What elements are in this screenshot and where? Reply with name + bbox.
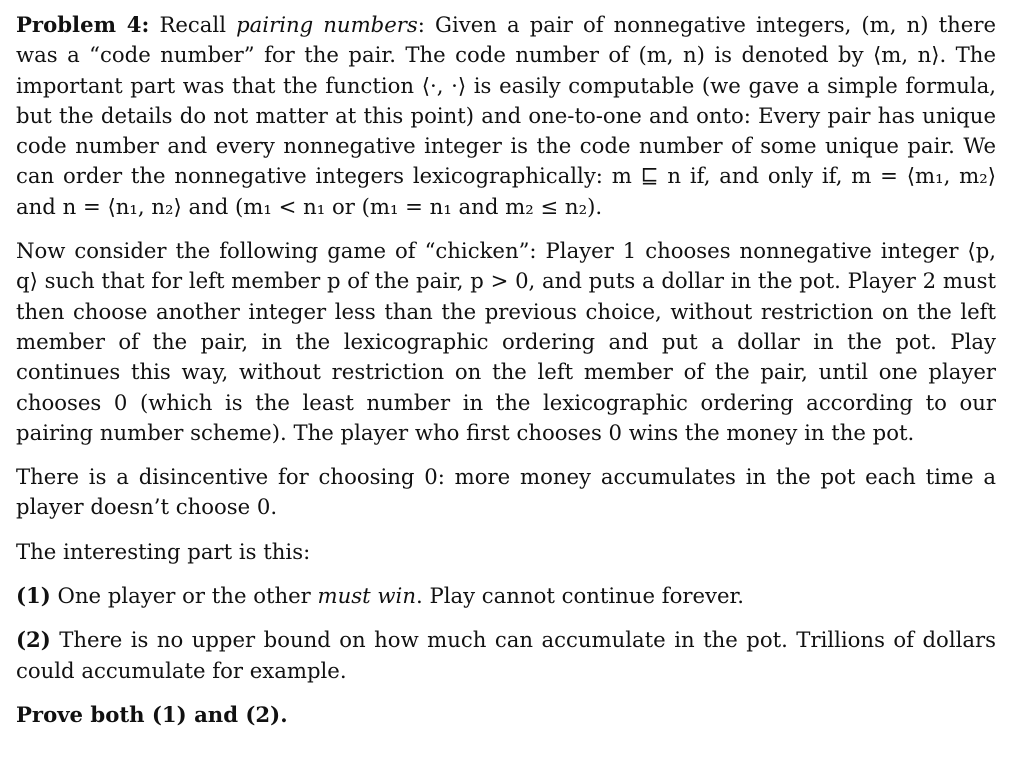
claim-1-text-after: . Play cannot continue forever. bbox=[415, 583, 745, 609]
claim-1 bbox=[16, 581, 996, 611]
interesting-part-line: The interesting part is this: bbox=[16, 538, 311, 564]
intro-text-1: Recall bbox=[159, 12, 237, 37]
problem-heading: Problem 4: bbox=[16, 12, 150, 37]
claim-2 bbox=[16, 625, 996, 686]
claim-1-text-before: One player or the other bbox=[50, 583, 318, 609]
problem-page bbox=[16, 10, 996, 730]
claim-1-emphasis: must win bbox=[317, 583, 416, 609]
claim-1-label: (1) bbox=[16, 583, 51, 609]
disincentive-paragraph: There is a disincentive for choosing 0: more money accumulates in the pot each time a player doesn’t choose 0. bbox=[16, 464, 996, 520]
intro-emphasis-pairing-numbers: pairing numbers bbox=[236, 12, 418, 37]
problem-intro-paragraph bbox=[16, 10, 996, 222]
claim-2-text: There is no upper bound on how much can accumulate in the pot. Trillions of dollars could accumulate for example. bbox=[16, 627, 996, 683]
prove-instruction: Prove both (1) and (2). bbox=[16, 701, 288, 727]
game-description-paragraph: Now consider the following game of “chicken”: Player 1 chooses nonnegative integer ⟨p, q⟩ such that for left member p of the pair, p > 0, and puts a dollar in the pot. Player 2 must then choose another integer less than the previous choice, without restriction on the left member of the pair, in the lexicographic ordering and put a dollar in the pot. Play continues this way, without restriction on the left member of the pair, until one player chooses 0 (which is the least number in the lexicographic ordering according to our pairing number scheme). The player who first chooses 0 wins the money in the pot. bbox=[16, 238, 996, 445]
intro-text-2: : Given a pair of nonnegative integers, (m, n) there was a “code number” for the pair. The code number of (m, n) is denoted by ⟨m, n⟩. The important part was that the function ⟨·, ·⟩ is easily computable (we gave a simple formula, but the details do not matter at this point) and one-to-one and onto: Every pair has unique code number and every nonnegative integer is the code number of some unique pair. We can order the nonnegative integers lexicographically: m ⊑ n if, and only if, m = ⟨m₁, m₂⟩ and n = ⟨n₁, n₂⟩ and (m₁ < n₁ or (m₁ = n₁ and m₂ ≤ n₂). bbox=[16, 12, 996, 219]
claim-2-label: (2) bbox=[16, 627, 51, 653]
